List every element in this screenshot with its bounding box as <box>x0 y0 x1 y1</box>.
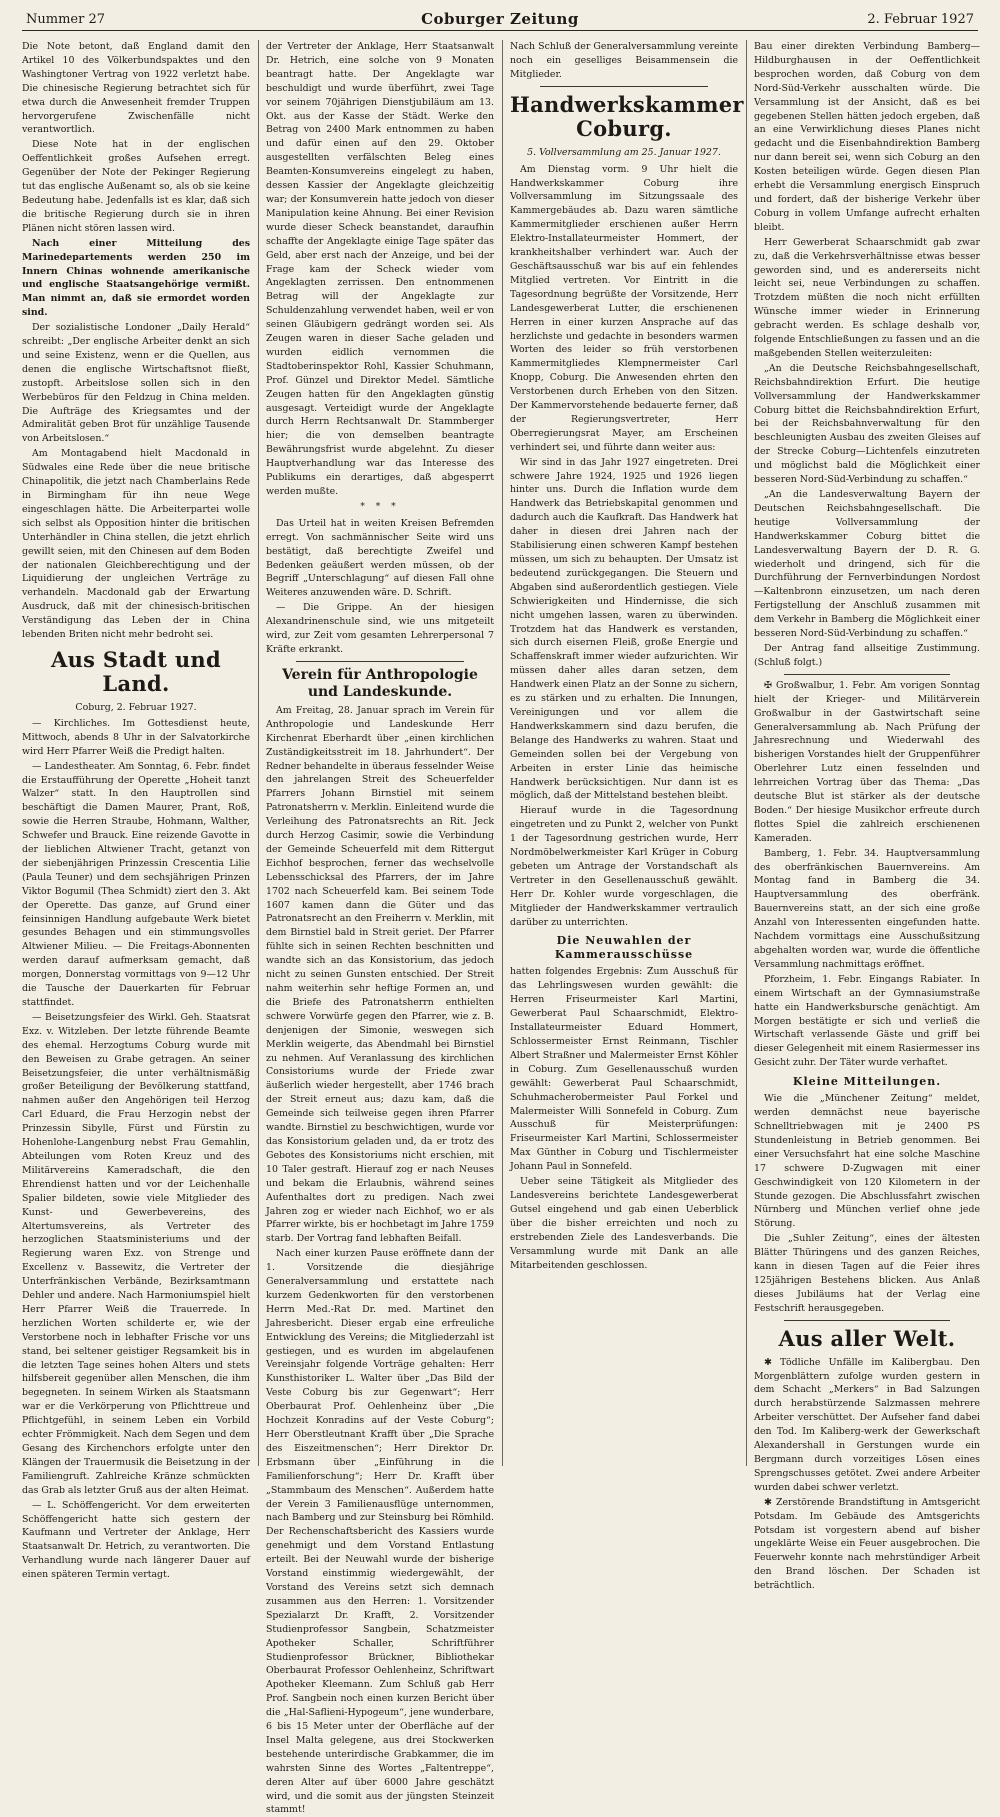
news-item: — Beisetzungsfeier des Wirkl. Geh. Staatsrat Exz. v. Witzleben. Der letzte führende Beamte des ehemal. Herzogtums Coburg wurde mit den Beweisen zu Grabe getragen. An seiner Beisetzungsfeier, die unter verhältnismäßig großer Beteiligung der Bevölkerung stattfand, nahmen außer den Angehörigen teil Herzog Carl Eduard, die Frau Herzogin nebst der Prinzessin Sibylle, Fürst und Fürstin zu Hohenlohe-Langenburg nebst Frau Gemahlin, Abteilungen vom Roten Kreuz und des Militärvereins Kameradschaft, die den Ehrendienst hatten und vor der Leichenhalle Spalier bildeten, sowie viele Mitglieder des Kunst- und Gewerbevereins, des Altertumsvereins, als Vertreter des herzoglichen Staatsministeriums und der Regierung waren Exz. von Strenge und Excellenz v. Bassewitz, die Vertreter der Unterfränkischen Verbände, Bezirksamtmann Dehler und andere. Nach Harmoniumspiel hielt Herr Pfarrer Weiß die Trauerrede. In herzlichen Worten schilderte er, wie der Verstorbene noch in lebhafter Frische vor uns stand, bei seltener geistiger Regsamkeit bis in die letzten Tage seines hohen Alters und stets hilfsbereit gegenüber allen Menschen, die ihm begegneten. In seinem Wirken als Staatsmann war er die Verkörperung von Pflichttreue und Pflichtgefühl, in seinem Leben ein Vorbild echter Frömmigkeit. Nach dem Segen und dem Gesang des Kirchenchors erfolgte unter den Klängen der Trauermusik die Beisetzung in der Familiengruft. Zahlreiche Kränze schmückten das Grab als letzter Gruß aus der alten Heimat. <box>22 1011 250 1496</box>
article-paragraph: Hierauf wurde in die Tagesordnung eingetreten und zu Punkt 2, welcher von Punkt 1 der Tagesordnung gestrichen wurde, Herr Nordmöbelwerkmeister Karl Krüger in Coburg gebeten um Antrage der Vorstandschaft als Vertreter in den Gesellenausschuß gewählt. Herr Dr. Kohler wurde vorgeschlagen, die Mitglieder der Handwerkskammer vertraulich darüber zu unterrichten. <box>510 805 738 928</box>
news-item: ✱ Zerstörende Brandstiftung in Amtsgericht Potsdam. Im Gebäude des Amtsgerichts Potsdam ist vorgestern abend auf bisher ungeklärte Weise ein Feuer ausgebrochen. Die Feuerwehr konnte nach mehrstündiger Arbeit den Brand löschen. Der Schaden ist beträchtlich. <box>754 1496 980 1592</box>
article-paragraph: Am Montagabend hielt Macdonald in Südwales eine Rede über die neue britische Chinapolitik, die jetzt nach Chamberlains Rede in Birmingham für ihn neue Wege eingeschlagen hätte. Die Arbeiterpartei wolle sich selbst als Opposition hinter die britischen Unterhändler in China stellen, die jetzt ehrlich gewillt seien, mit den Chinesen auf dem Boden der nationalen Gleichberechtigung und der Liquidierung der ungleichen Verträge zu verhandeln. Macdonald gab der Erwartung Ausdruck, daß mit der chinesisch-britischen Verständigung das Leben der in China lebenden Briten nicht mehr bedroht sei. <box>22 448 250 641</box>
section-subheading: 5. Vollversammlung am 25. Januar 1927. <box>527 146 721 158</box>
divider <box>540 86 708 87</box>
section-heading-stadt-und-land: Aus Stadt und Land. <box>51 646 221 696</box>
subsection-heading-neuwahlen: Die Neuwahlen der Kammerausschüsse <box>554 934 694 962</box>
article-paragraph: Diese Note hat in der englischen Oeffentlichkeit großes Aufsehen erregt. Gegenüber der Note der Pekinger Regierung tut das englische Außenamt so, als ob sie keine Bedeutung habe. Jedenfalls ist es klar, daß sich die britische Regierung durch sie in ihren Plänen nicht stören lassen wird. <box>22 139 250 234</box>
column-rule <box>258 40 259 1466</box>
article-paragraph: Der sozialistische Londoner „Daily Herald“ schreibt: „Der englische Arbeiter denkt an sich und seine Existenz, wenn er die Quellen, aus denen die englische Wirtschaftsnot fließt, zustopft. Arbeitslose sollen sich in den Werbebüros für den Feldzug in China melden. Die Aufträge des Kriegsamtes und der Admiralität geben Brot für unzählige Tausende von Arbeitslosen.“ <box>22 322 250 445</box>
news-item: Pforzheim, 1. Febr. Eingangs Rabiater. In einem Wirtschaft an der Gymnasiumstraße hatte ein Handwerksbursche genächtigt. Am Morgen bestätigte er sich und verließ die Wirtschaft verlassende Gäste und griff bei dieser Gelegenheit mit einem Rasiermesser ins Gesicht zuhr. Der Täter wurde verhaftet. <box>754 973 980 1069</box>
divider <box>784 674 950 675</box>
article-paragraph: Wir sind in das Jahr 1927 eingetreten. Drei schwere Jahre 1924, 1925 und 1926 liegen hinter uns. Durch die Inflation wurde dem Handwerk das Betriebskapital genommen und dadurch auch die Kaufkraft. Das Handwerk hat daher in diesen drei Jahren nach der Stabilisierung einen schweren Kampf bestehen müssen, um sich zu behaupten. Der Umsatz ist bedeutend zurückgegangen. Die Steuern und Abgaben sind außerordentlich gestiegen. Viele Schwierigkeiten und Hindernisse, die sich nicht umgehen lassen, waren zu überwinden. Trotzdem hat das Handwerk es verstanden, sich durch eisernen Fleiß, große Energie und Schaffenskraft immer wieder aufzurichten. Wir müssen daher alles daran setzen, dem Handwerk einen Platz an der Sonne zu sichern, es zu stärken und zu erhalten. Die Innungen, Vereinigungen und vor allem die Handwerkskammern sind dazu berufen, die Belange des Handwerks zu wahren. Staat und Gemeinden sollen bei der Vergebung von Arbeiten in erster Linie das heimische Handwerk berücksichtigen. Nur dann ist es möglich, daß der Mittelstand bestehen bleibt. <box>510 456 738 802</box>
article-paragraph: Am Dienstag vorm. 9 Uhr hielt die Handwerkskammer Coburg ihre Vollversammlung im Sitzungssaale des Kammergebäudes ab. Dazu waren sämtliche Kammermitglieder erschienen außer Herrn Elektro-Installateurmeister Hommert, der krankheitshalber verhindert war. Auch der Geschäftsausschuß war bis auf ein fehlendes Mitglied vertreten. Vor Eintritt in die Tagesordnung begrüßte der Vorsitzende, Herr Landesgewerberat Lutter, die erschienenen Herren in einer kurzen Ansprache auf das herzlichste und gedachte in besonders warmen Worten des leider so früh verstorbenen Kammermitgliedes Klempnermeister Carl Knopp, Coburg. Die Anwesenden ehrten den Verstorbenen durch Erheben von den Sitzen. Der Kammervorstehende bedauerte ferner, daß der Regierungsvertreter, Herr Oberregierungsrat Mayer, am Erscheinen verhindert sei, und führte dann weiter aus: <box>510 163 738 453</box>
article-paragraph: Am Freitag, 28. Januar sprach im Verein für Anthropologie und Landeskunde Herr Kirchenrat Eberhardt über „einen kirchlichen Zuständigkeitsstreit im 18. Jahrhundert“. Der Redner behandelte in überaus fesselnder Weise den jahrelangen Streit des Scheuerfelder Pfarrers Johann Birnstiel mit seinem Patronatsherrn v. Merklin. Einleitend wurde die Verleihung des Patronatsrechts an Rit. Jeck durch Herzog Casimir, sowie die Verbindung der Gemeinde Scheuerfeld mit dem Rittergut Eichhof besprochen, ferner das wechselvolle Lebensschicksal des Pfarrers, der im Jahre 1702 nach Scheuerfeld kam. Bei seinem Tode 1607 kamen dann die Güter und das Patronatsrecht an den Freiherrn v. Merklin, mit dem Birnstiel bald in Streit geriet. Der Pfarrer fühlte sich in seinen Rechten beschnitten und wandte sich an das Konsistorium, das jedoch nicht zu seinen Gunsten entschied. Der Streit nahm weiterhin sehr heftige Formen an, und die Briefe des Patronatsherrn enthielten schwere Vorwürfe gegen den Pfarrer, wie z. B. denjenigen der Simonie, weswegen sich Merklin weigerte, das Abendmahl bei Birnstiel zu nehmen. Auf Veranlassung des kirchlichen Consistoriums wurde der Friede zwar äußerlich wieder hergestellt, aber 1746 brach der Streit erneut aus; dazu kam, daß die Gemeinde sich teilweise gegen ihren Pfarrer wandte. Birnstiel zu beschwichtigen, wurde vor das Konsistorium geladen und, da er trotz des Gebotes des Konsistoriums nicht erschien, mit 10 Taler gestraft. Hierauf zog er nach Neuses und bekam die Erlaubnis, während seines Aufenthaltes dort zu predigen. Nach zwei Jahren zog er wieder nach Eichhof, wo er als Pfarrer wirkte, bis er hochbetagt im Jahre 1759 starb. Der Vortrag fand lebhaften Beifall. <box>266 704 494 1245</box>
column-rule <box>746 40 747 1466</box>
news-item: — L. Schöffengericht. Vor dem erweiterten Schöffengericht hatte sich gestern der Kaufmann und Vertreter der Anklage, Herr Staatsanwalt Dr. Hetrich, zu verantworten. Die Verhandlung wurde nach längerer Dauer auf einen späteren Termin vertagt. <box>22 1499 250 1581</box>
article-paragraph: der Vertreter der Anklage, Herr Staatsanwalt Dr. Hetrich, eine solche von 9 Monaten beantragt hatte. Der Angeklagte war beschuldigt und wurde überführt, zwei Tage vor seinem 70jährigen Dienstjubiläum am 13. Okt. aus der Kasse der Städt. Werke den Betrag von 2400 Mark entnommen zu haben und dafür einen auf den 29. Oktober ausgestellten verfälschten Beleg eines Beamten-Konsumvereins eingelegt zu haben, dessen Kassier der Angeklagte gleichzeitig war; der Konsumverein hatte jedoch von dieser Manipulation keine Ahnung. Bei einer Revision wurde dieser Scheck beanstandet, daraufhin schaffte der Angeklagte einige Tage später das Geld, aber erst nach der Anzeige, und bei der Frage kam der Scheck wieder vom Angeklagten zerrissen. Den entnommenen Betrag will der Angeklagte zur Schuldenzahlung verwendet haben, weil er von seinen Gläubigern gedrängt worden sei. Als Zeugen waren in dieser Sache geladen und wurden eidlich vernommen die Stadtoberinspektor Rohl, Kassier Schuhmann, Prof. Günzel und Direktor Medel. Sämtliche Zeugen hatten für den Angeklagten günstig ausgesagt. Verteidigt wurde der Angeklagte durch Herrn Rechtsanwalt Dr. Stammberger hier; die von demselben beantragte Bewährungsfrist wurde abgelehnt. Zu dieser Hauptverhandlung war das Interesse des Publikums ein derartiges, daß abgesperrt werden mußte. <box>266 41 494 497</box>
news-item: Bamberg, 1. Febr. 34. Hauptversammlung des oberfränkischen Bauernvereins. Am Montag fand in Bamberg die 34. Hauptversammlung des oberfränk. Bauernvereins statt, an der sich eine große Anzahl von Interessenten eingefunden hatte. Nachdem vormittags eine Ausschußsitzung abgehalten worden war, wurde die öffentliche Versammlung nachmittags eröffnet. <box>754 847 980 970</box>
news-item: ✱ Tödliche Unfälle im Kalibergbau. Den Morgenblättern zufolge wurden gestern in dem Schacht „Merkers“ in Bad Salzungen durch herabstürzende Salzmassen mehrere Arbeiter verschüttet. Der Aufseher fand dabei den Tod. Im Kaliberg-werk der Gewerkschaft Alexandershall in Gerstungen wurde ein Bergmann durch vorzeitiges Lösen eines Sprengschusses getötet. Zwei andere Arbeiter wurden dabei schwer verletzt. <box>754 1356 980 1493</box>
newspaper-title: Coburger Zeitung <box>421 10 579 28</box>
article-paragraph: Bau einer direkten Verbindung Bamberg—Hildburghausen in der Oeffentlichkeit besprochen worden, daß Coburg von dem Nord-Süd-Verkehr ausschalten würde. Die Versammlung ist der Ansicht, daß es bei gegebenen Stellen hätten jedoch ergeben, daß an eine Verwirklichung dieses Planes nicht gedacht und die Eisenbahndirektion Bamberg nur dann bereit sei, wenn sich Coburg an den Kosten beteiligen würde. Gegen diesen Plan erhebt die Versammlung energisch Einspruch und fordert, daß der bisherige Verkehr über Coburg in vollem Umfange aufrecht erhalten bleibt. <box>754 41 980 233</box>
news-item: — Die Grippe. An der hiesigen Alexandrinenschule sind, wie uns mitgeteilt wird, zur Zeit vom gesamten Lehrerpersonal 7 Kräfte erkrankt. <box>266 602 494 655</box>
section-heading-aus-aller-welt: Aus aller Welt. <box>778 1325 956 1351</box>
divider <box>296 661 464 662</box>
article-paragraph: Nach einer Mitteilung des Marinedepartements werden 250 im Innern Chinas wohnende amerikanische und englische Staatsangehörige vermißt. Man nimmt an, daß sie ermordet worden sind. <box>22 237 250 319</box>
issue-date: 2. Februar 1927 <box>867 12 974 27</box>
news-item: Die „Suhler Zeitung“, eines der ältesten Blätter Thüringens und des ganzen Reiches, kann in diesen Tagen auf die Feier ihres 125jährigen Bestehens blicken. Aus Anlaß dieses Jubiläums hat der Verlag eine Festschrift herausgegeben. <box>754 1233 980 1314</box>
section-heading-verein-anthropologie: Verein für Anthropologie und Landeskunde. <box>282 666 478 700</box>
dateline: Coburg, 2. Februar 1927. <box>75 701 197 713</box>
article-paragraph: Der Antrag fand allseitige Zustimmung. (Schluß folgt.) <box>754 642 980 668</box>
news-item: — Kirchliches. Im Gottesdienst heute, Mittwoch, abends 8 Uhr in der Salvatorkirche wird Herr Pfarrer Weiß die Predigt halten. <box>22 717 250 757</box>
issue-number: Nummer 27 <box>26 12 105 27</box>
masthead <box>22 8 978 31</box>
news-item: — Landestheater. Am Sonntag, 6. Febr. findet die Erstaufführung der Operette „Hoheit tanzt Walzer“ statt. In den Hauptrollen sind beschäftigt die Damen Maurer, Prant, Roß, sowie die Herren Straube, Hohmann, Walther, Schwefer und Brauck. Eine reizende Gavotte in der lieblichen Altwiener Tracht, getanzt von der siebenjährigen Prinzessin Crescentia Lilie (Paula Teuner) und dem sechsjährigen Prinzen Viktor Bogumil (Thea Schmidt) ziert den 3. Akt der Operette. Das ganze, auf Grund einer feinsinnigen Handlung aufgebaute Werk bietet gesundes Behagen und ein stimmungsvolles Altwiener Milieu. — Die Freitags-Abonnenten werden darauf aufmerksam gemacht, daß morgen, Donnerstag vormittags von 9—12 Uhr die Tausche der Dauerkarten für Februar stattfindet. <box>22 760 250 1008</box>
article-paragraph: hatten folgendes Ergebnis: Zum Ausschuß für das Lehrlingswesen wurden gewählt: die Herren Friseurmeister Karl Martini, Gewerberat Paul Schaarschmidt, Elektro-Installateurmeister Eduard Hommert, Schlossermeister Ernst Reinmann, Tischler Albert Straßner und Malermeister Ernst Köhler in Coburg. Zum Gesellenausschuß wurden gewählt: Gewerberat Paul Schaarschmidt, Schuhmacherobermeister Paul Forkel und Malermeister Willi Sonnefeld in Coburg. Zum Ausschuß für Meisterprüfungen: Friseurmeister Karl Martini, Schlossermeister Max Günther in Coburg und Tischlermeister Johann Paul in Sonnefeld. <box>510 966 738 1173</box>
news-item: Wie die „Münchener Zeitung“ meldet, werden demnächst neue bayerische Schnelltriebwagen mit je 2400 PS Stundenleistung in Betrieb genommen. Bei einer Versuchsfahrt hat eine solche Maschine 17 schwere D-Zugwagen mit einer Geschwindigkeit von 120 Kilometern in der Stunde gezogen. Die Abschlussfahrt zwischen Nürnberg und München verlief ohne jede Störung. <box>754 1093 980 1230</box>
column-2 <box>266 40 494 1816</box>
column-1 <box>22 40 250 1581</box>
article-paragraph: „An die Deutsche Reichsbahngesellschaft, Reichsbahndirektion Erfurt. Die heutige Vollversammlung der Handwerkskammer Coburg bittet die Reichsbahndirektion Erfurt, bei der Reichsbahnverwaltung für den beschleunigten Ausbau des zweiten Gleises auf der Strecke Coburg—Lichtenfels einzutreten und möglichst bald die Möglichkeit einer besseren Nord-Süd-Verbindung zu schaffen.“ <box>754 362 980 486</box>
separator: * * * <box>360 501 400 512</box>
article-paragraph: Herr Gewerberat Schaarschmidt gab zwar zu, daß die Verkehrsverhältnisse etwas besser geworden sind, und es andererseits nicht leicht sei, neue Verbindungen zu schaffen. Trotzdem müßten die noch nicht erfüllten Wünsche immer wieder in Erinnerung gebracht werden. Es schlage deshalb vor, folgende Entschließungen zu fassen und an die maßgebenden Stellen weiterzuleiten: <box>754 236 980 359</box>
section-heading-kleine-mitteilungen: Kleine Mitteilungen. <box>792 1075 942 1089</box>
article-paragraph: Die Note betont, daß England damit den Artikel 10 des Völkerbundspaktes und den Washingtoner Vertrag von 1922 verletzt habe. Die chinesische Regierung betrachtet sich für etwa durch die Anwesenheit fremder Truppen hervorgerufene Zwischenfälle nicht verantwortlich. <box>22 41 250 136</box>
column-rule <box>502 40 503 1466</box>
article-paragraph: Nach Schluß der Generalversammlung vereinte noch ein geselliges Beisammensein die Mitglieder. <box>510 41 738 80</box>
divider <box>784 1320 950 1321</box>
article-paragraph: Ueber seine Tätigkeit als Mitglieder des Landesvereins berichtete Landesgewerberat Gutsel eingehend und gab einen Ueberblick über die bisher erreichten und noch zu erstrebenden Ziele des Landesverbands. Die Versammlung wurde mit Dank an alle Mitarbeitenden geschlossen. <box>510 1176 738 1271</box>
article-paragraph: Das Urteil hat in weiten Kreisen Befremden erregt. Von sachmännischer Seite wird uns bestätigt, daß berechtigte Zweifel und Bedenken geäußert werden müssen, ob der Begriff „Unterschlagung“ auf diesen Fall ohne Weiteres anzuwenden wäre. D. Schrift. <box>266 517 494 599</box>
column-3 <box>510 40 744 1466</box>
column-4 <box>754 40 980 1592</box>
article-paragraph: Nach einer kurzen Pause eröffnete dann der 1. Vorsitzende die diesjährige Generalversammlung und erstattete nach kurzem Gedenkworten für den verstorbenen Herrn Med.-Rat Dr. med. Martinet den Jahresbericht. Dieser ergab eine erfreuliche Entwicklung des Vereins; die Mitgliederzahl ist gestiegen, und es wurden im abgelaufenen Vereinsjahr folgende Vorträge gehalten: Herr Kunsthistoriker L. Walter über „Das Bild der Veste Coburg bis zur Gegenwart“; Herr Oberbaurat Prof. Oehlenheinz über „Die Hochzeit Konradins auf der Veste Coburg“; Herr Oberstleutnant Krafft über „Die Sprache des Eiszeitmenschen“; Herr Direktor Dr. Erbsmann über „Einführung in die Familienforschung“; Herr Dr. Krafft über „Stammbaum des Menschen“. Außerdem hatte der Verein 3 Familienausflüge unternommen, nach Bamberg und zur Steinsburg bei Römhild. Der Rechenschaftsbericht des Kassiers wurde genehmigt und dem Vorstand Entlastung erteilt. Bei der Neuwahl wurde der bisherige Vorstand einstimmig wiedergewählt, der Vorstand des Vereins setzt sich demnach zusammen aus den Herren: 1. Vorsitzender Spezialarzt Dr. Krafft, 2. Vorsitzender Studienprofessor Sangbein, Schatzmeister Apotheker Schaller, Schriftführer Studienprofessor Brückner, Bibliothekar Oberbaurat Professor Oehlenheinz, Schriftwart Apotheker Kleemann. Zum Schluß gab Herr Prof. Sangbein noch einen kurzen Bericht über die „Hal-Saflieni-Hypogeum“, jene wunderbare, 6 bis 15 Meter unter der Oberfläche auf der Insel Malta gelegene, aus drei Stockwerken bestehende unterirdische Grabkammer, die im wahrsten Sinne des Wortes „Faltentreppe“, deren Alter auf über 6000 Jahre geschätzt wird, und die somit aus der jüngsten Steinzeit stammt! <box>266 1248 494 1816</box>
section-heading-handwerkskammer: Handwerkskammer Coburg. <box>510 91 744 141</box>
news-item: ✠ Großwalbur, 1. Febr. Am vorigen Sonntag hielt der Krieger- und Militärverein Großwalbur in der Gastwirtschaft seine Generalversammlung ab. Nach Prüfung der Jahresrechnung und Wiederwahl des bisherigen Vorstandes hielt der Gruppenführer Oberlehrer Lutz einen fesselnden und lehrreichen Vortrag über das Thema: „Das deutsche Blut ist stärker als der deutsche Boden.“ Der hiesige Musikchor erfreute durch flottes Spiel die zahlreich erschienenen Kameraden. <box>754 679 980 844</box>
article-paragraph: „An die Landesverwaltung Bayern der Deutschen Reichsbahngesellschaft. Die heutige Vollversammlung der Handwerkskammer Coburg bittet die Landesverwaltung Bayern der D. R. G. wiederholt und dringend, sich für die Durchführung der Fernverbindungen Nordost—Kaltenbronn einzusetzen, um nach deren Fertigstellung der Anschluß zusammen mit dem Verkehr in Bamberg die Möglichkeit einer besseren Nord-Süd-Verbindung zu schaffen.“ <box>754 489 980 640</box>
